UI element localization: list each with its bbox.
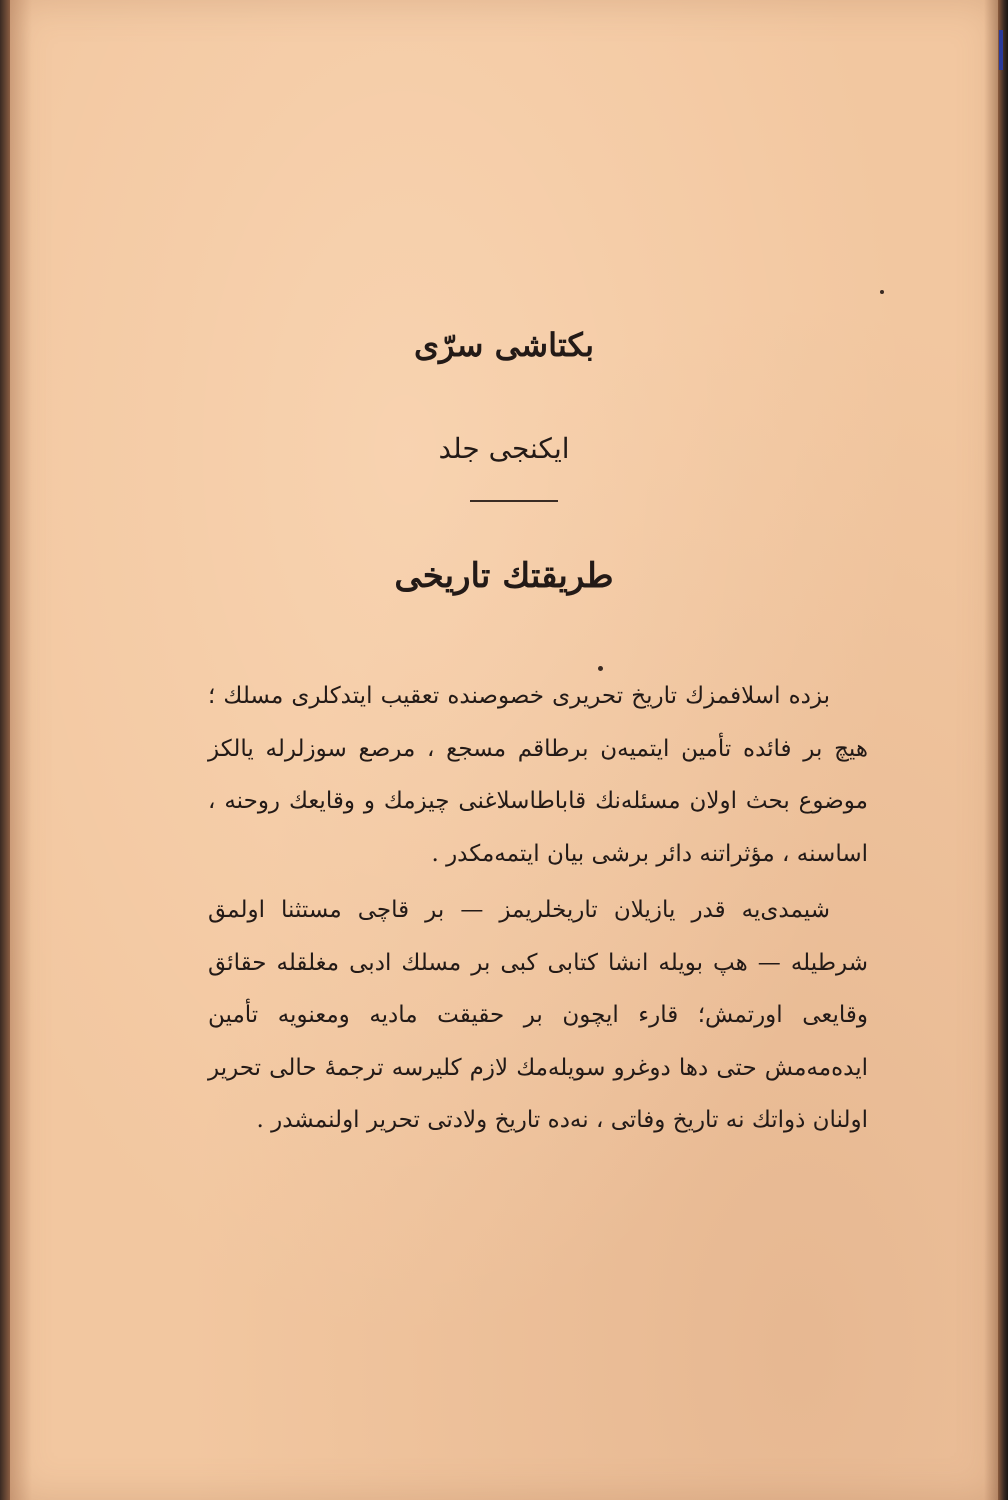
title-divider	[470, 500, 558, 502]
section-title: طریقتك تاریخی	[394, 556, 614, 596]
edge-marker	[999, 30, 1003, 70]
book-edge-right	[998, 0, 1008, 1500]
book-title: بکتاشی سرّی	[413, 326, 595, 364]
book-gutter-left	[0, 0, 10, 1500]
body-text	[208, 670, 868, 1147]
paper-speck	[880, 290, 884, 294]
paragraph-2: شیمدی‌یه قدر یازیلان تاریخلریمز — بر قاچی مستثنا اولمق شرطیله — هپ بویله انشا کتابی کبی بر مسلك ادبی مغلقله حقائق وقایعی اورتمش؛ قارء ایچون بر حقیقت مادیه ومعنویه تأمین ایده‌مه‌مش حتی دها دوغرو سویله‌مك لازم کلیرسه ترجمهٔ حالی تحریر اولنان ذواتك نه تاریخ وفاتی ، نه‌ده تاریخ ولادتی تحریر اولنمشدر .	[208, 897, 868, 1133]
paper-speck	[598, 666, 603, 671]
paragraph-1: بزده اسلافمزك تاریخ تحریری خصوصنده تعقیب ایتدکلری مسلك ؛ هیچ بر فائده تأمین ایتمیه‌ن برطاقم مسجع ، مرصع سوزلرله یالکز موضوع بحث اولان مسئله‌نك قاباطاسلاغنی چیزمك و وقایعك روحنه ، اساسنه ، مؤثراتنه دائر برشی بیان ایتمه‌مکدر .	[208, 683, 868, 867]
book-page	[10, 0, 998, 1500]
volume-label: ایکنجی جلد	[438, 432, 570, 465]
